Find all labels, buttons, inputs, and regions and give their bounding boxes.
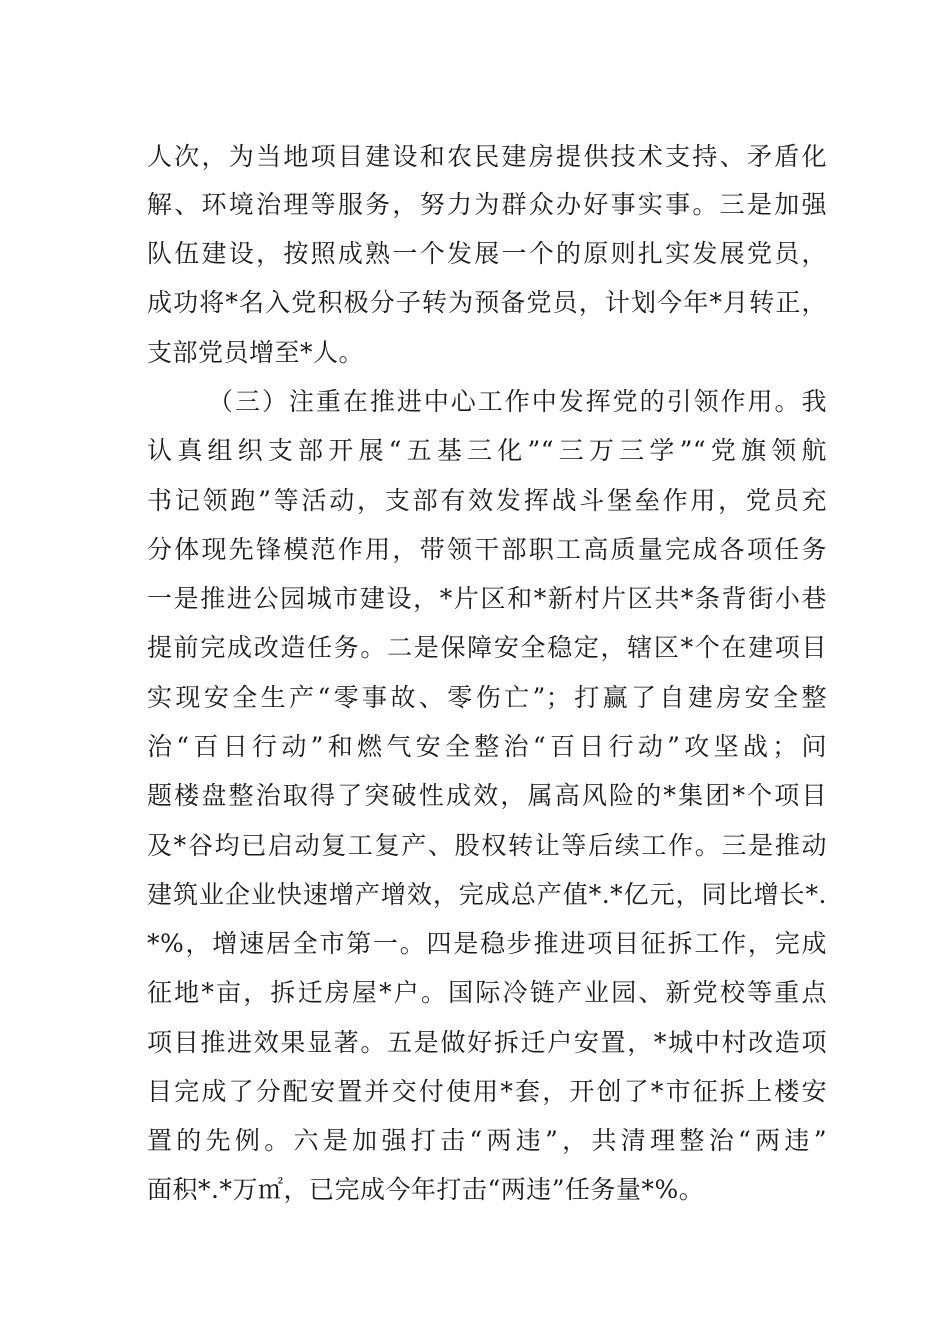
text-line: 征地*亩，拆迁房屋*户。国际冷链产业园、新党校等重点 [147,978,827,1007]
text-line: 题楼盘整治取得了突破性成效，属高风险的*集团*个项目 [147,781,827,810]
text-line: 人次，为当地项目建设和农民建房提供技术支持、矛盾化 [147,142,827,171]
text-line: 一是推进公园城市建设，*片区和*新村片区共*条背街小巷 [147,584,827,613]
text-line: 目完成了分配安置并交付使用*套，开创了*市征拆上楼安 [147,1077,827,1106]
text-line: 解、环境治理等服务，努力为群众办好事实事。三是加强 [147,190,827,219]
text-line: 及*谷均已启动复工复产、股权转让等后续工作。三是推动 [147,831,827,860]
text-line: 项目推进效果显著。五是做好拆迁户安置，*城中村改造项 [147,1028,827,1057]
text-line: 建筑业企业快速增产增效，完成总产值*.*亿元，同比增长*. [147,880,827,909]
text-line: 面积*.*万㎡，已完成今年打击“两违”任务量*%。 [147,1175,705,1204]
text-line: 提前完成改造任务。二是保障安全稳定，辖区*个在建项目 [147,633,827,662]
text-line: 书记领跑”等活动，支部有效发挥战斗堡垒作用，党员充 [147,486,827,515]
text-line: *%，增速居全市第一。四是稳步推进项目征拆工作，完成 [147,929,827,958]
text-line: 实现安全生产“零事故、零伤亡”；打赢了自建房安全整 [147,683,827,712]
text-line: 治“百日行动”和燃气安全整治“百日行动”攻坚战；问 [147,732,827,761]
text-line: 成功将*名入党积极分子转为预备党员，计划今年*月转正， [147,288,827,317]
text-line: 认真组织支部开展“五基三化”“三万三学”“党旗领航 [147,436,827,465]
section-heading-line: （三）注重在推进中心工作中发挥党的引领作用。我 [208,387,827,416]
text-line: 队伍建设，按照成熟一个发展一个的原则扎实发展党员， [147,239,827,268]
text-line: 置的先例。六是加强打击“两违”，共清理整治“两违” [147,1126,827,1155]
text-line: 分体现先锋模范作用，带领干部职工高质量完成各项任务 [147,535,827,564]
text-line: 支部党员增至*人。 [147,338,365,367]
